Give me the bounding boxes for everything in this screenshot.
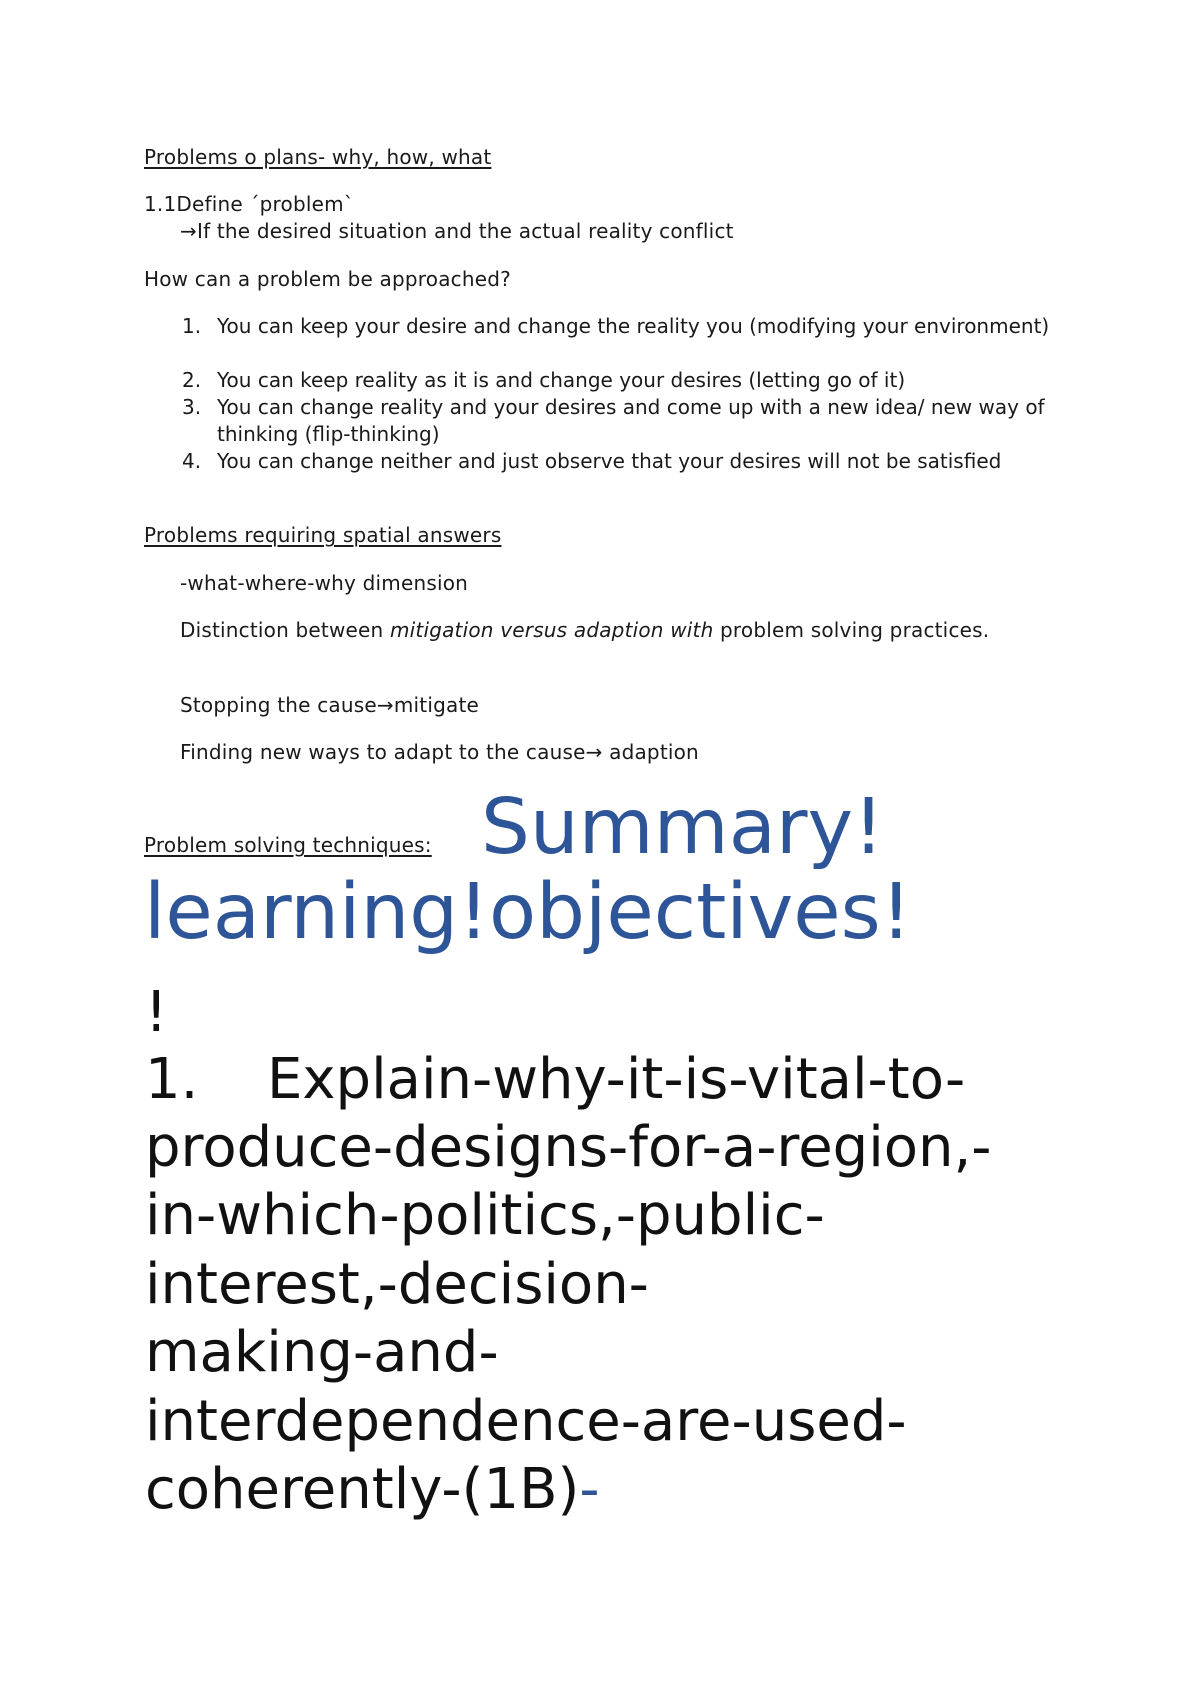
arrow-right-icon: → — [376, 693, 394, 717]
objective-trailing-dash: - — [579, 1457, 600, 1522]
learning-objectives-heading: learning!objectives! — [144, 868, 912, 957]
list-text: You can keep your desire and change the reality you (modifying your environment) — [217, 314, 1050, 338]
dimension-text: -what-where-why dimension — [180, 571, 469, 595]
objective-line: making-and- — [145, 1320, 499, 1385]
distinction-text — [180, 617, 1000, 644]
objective-number: 1. — [145, 1047, 199, 1112]
objective-line: produce-designs-for-a-region,- — [145, 1115, 992, 1180]
heading-spatial-answers: Problems requiring spatial answers — [144, 523, 502, 547]
approach-question: How can a problem be approached? — [144, 267, 511, 291]
list-number: 4. — [182, 449, 202, 473]
heading-techniques: Problem solving techniques: — [144, 833, 432, 857]
list-number: 1. — [182, 314, 202, 338]
objective-line: coherently-(1B) — [145, 1457, 580, 1522]
mitigate-after: mitigate — [393, 693, 479, 717]
distinction-italic: mitigation versus adaption with — [389, 618, 714, 642]
list-text: You can change neither and just observe that your desires will not be satisfied — [217, 449, 1002, 473]
adaption-before: Finding new ways to adapt to the cause — [180, 740, 586, 764]
mitigate-before: Stopping the cause — [180, 693, 377, 717]
list-text: You can keep reality as it is and change your desires (letting go of it) — [217, 368, 906, 392]
arrow-right-icon: → — [180, 219, 197, 243]
mitigate-text — [180, 692, 479, 719]
objective-line: interdependence-are-used- — [145, 1389, 907, 1454]
objective-last-line — [145, 1456, 600, 1524]
arrow-right-icon: → — [585, 740, 603, 764]
adaption-after: adaption — [602, 740, 699, 764]
distinction-after: problem solving practices. — [713, 618, 990, 642]
objective-line: in-which-politics,-public- — [145, 1183, 825, 1248]
summary-heading: Summary! — [481, 783, 884, 872]
objective-line: interest,-decision- — [145, 1252, 649, 1317]
define-definition: If the desired situation and the actual reality conflict — [196, 219, 734, 243]
distinction-before: Distinction between — [180, 618, 390, 642]
list-number: 3. — [182, 395, 202, 419]
define-text — [180, 218, 734, 245]
objective-line: Explain-why-it-is-vital-to- — [267, 1047, 966, 1112]
list-text: You can change reality and your desires and come up with a new idea/ new way of thinking (flip-thinking) — [217, 395, 1045, 446]
list-number: 2. — [182, 368, 202, 392]
adaption-text — [180, 739, 699, 766]
exclamation-mark: ! — [145, 980, 168, 1045]
heading-problems-plans: Problems o plans- why, how, what — [144, 145, 492, 169]
define-title: 1.1Define ´problem` — [144, 192, 355, 216]
